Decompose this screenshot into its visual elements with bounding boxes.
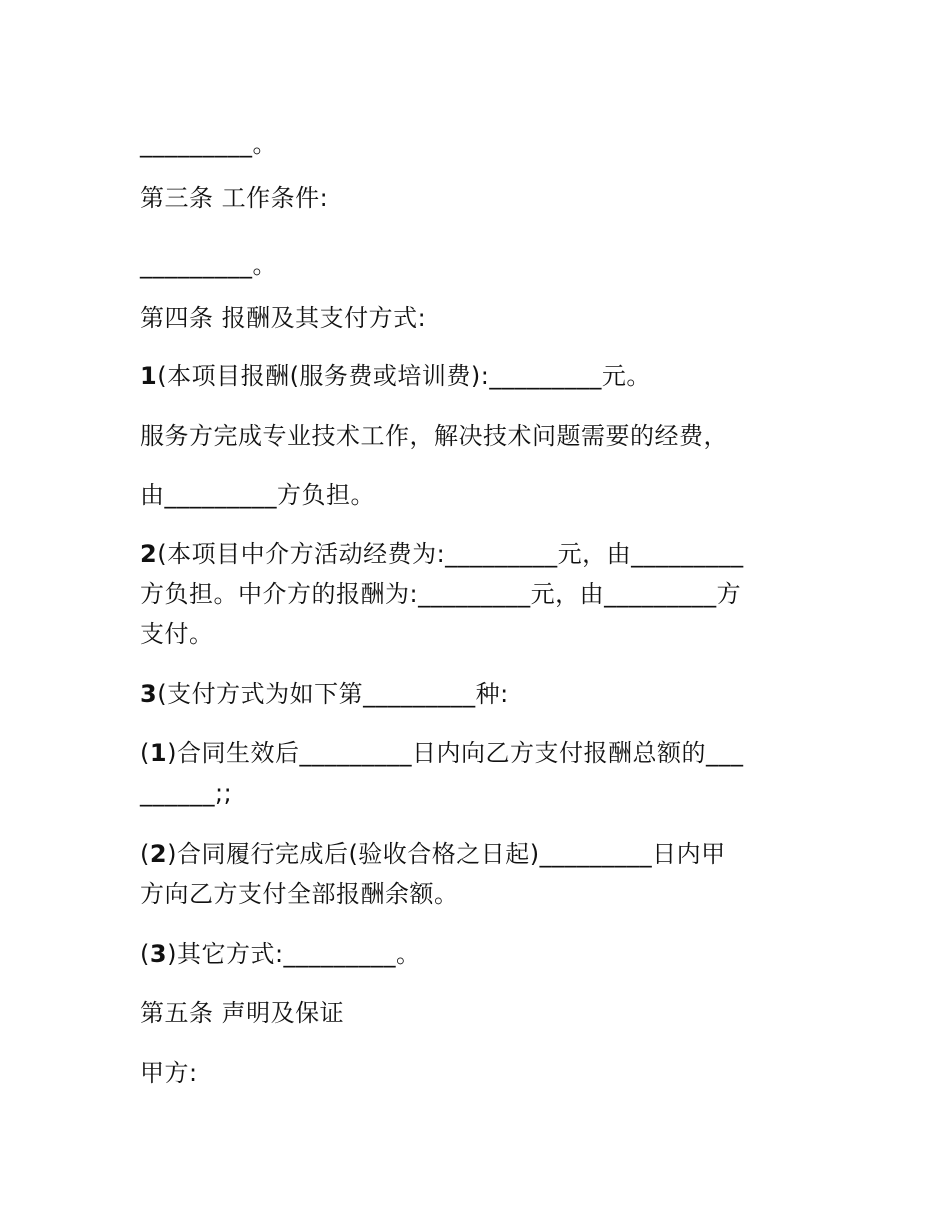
paragraph-line [140, 614, 810, 654]
sub-clause-2 [140, 834, 810, 874]
line-text: 由_________方负担。 [140, 481, 375, 509]
sub-clause-3 [140, 934, 810, 974]
clause-3 [140, 674, 810, 714]
article-4-heading [140, 298, 810, 338]
line-text: 方向乙方支付全部报酬余额。 [140, 880, 459, 908]
line-text: 第三条 工作条件: [140, 184, 329, 212]
line-text: 方负担。中介方的报酬为:_________元，由_________方 [140, 580, 742, 608]
line-text: _________。 [140, 251, 277, 279]
line-text: )合同生效后_________日内向乙方支付报酬总额的___ [167, 739, 744, 767]
line-text: (支付方式为如下第_________种: [157, 680, 509, 708]
paragraph-line [140, 773, 810, 813]
clause-2 [140, 534, 810, 574]
line-text: 第五条 声明及保证 [140, 999, 345, 1027]
paren: ( [140, 940, 150, 968]
line-text: 甲方: [140, 1059, 198, 1087]
line-text: (本项目报酬(服务费或培训费):_________元。 [157, 362, 651, 390]
clause-number: 1 [140, 362, 158, 390]
paragraph-line [140, 574, 810, 614]
article-5-heading [140, 993, 810, 1033]
article-3-heading [140, 178, 810, 218]
line-text: 第四条 报酬及其支付方式: [140, 304, 427, 332]
clause-number: 1 [149, 739, 168, 767]
line-text: _________。 [140, 130, 277, 158]
line-text: )合同履行完成后(验收合格之日起)_________日内甲 [167, 840, 726, 868]
paragraph-line [140, 416, 810, 456]
blank-line-2 [140, 245, 810, 285]
line-text: )其它方式:_________。 [167, 940, 421, 968]
clause-number: 2 [140, 540, 158, 568]
line-text: (本项目中介方活动经费为:_________元，由_________ [157, 540, 744, 568]
paragraph-line [140, 874, 810, 914]
blank-line-1 [140, 124, 810, 164]
clause-1 [140, 356, 810, 396]
clause-number: 2 [149, 840, 168, 868]
clause-number: 3 [149, 940, 168, 968]
line-text: 服务方完成专业技术工作，解决技术问题需要的经费， [140, 422, 728, 450]
paren: ( [140, 840, 150, 868]
line-text: 支付。 [140, 620, 214, 648]
paren: ( [140, 739, 150, 767]
sub-clause-1 [140, 733, 810, 773]
paragraph-line [140, 475, 810, 515]
line-text: ______;; [140, 779, 233, 807]
clause-number: 3 [140, 680, 158, 708]
party-a-label [140, 1053, 810, 1093]
